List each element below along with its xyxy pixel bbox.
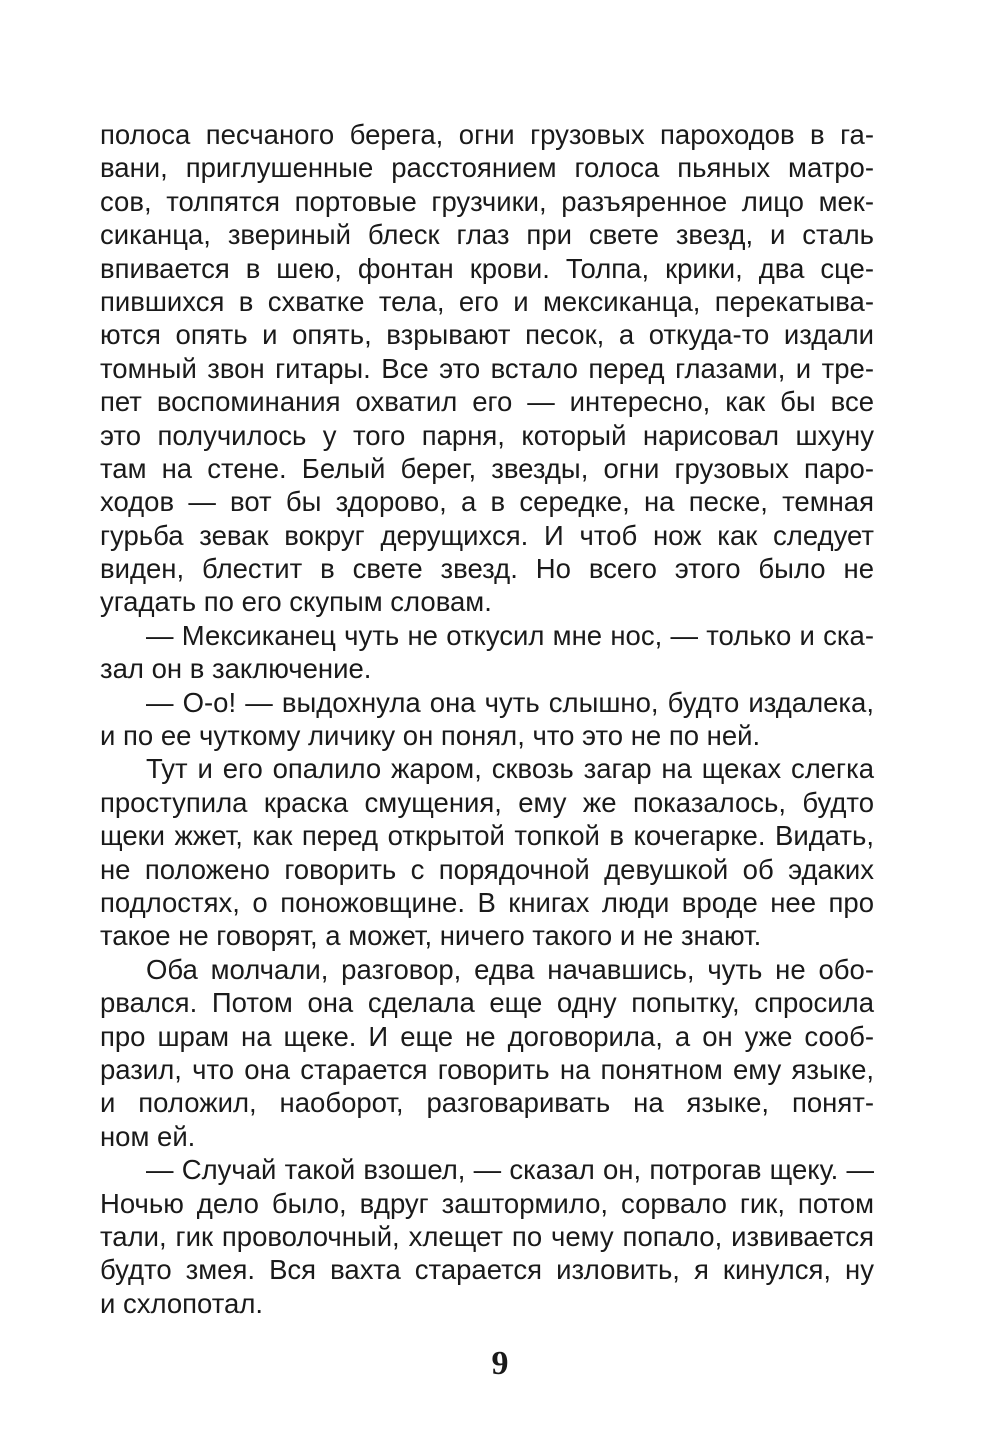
text-line: зал он в заключение. — [100, 653, 372, 685]
text-line: щеки жжет, как перед открытой топкой в кочегарке. Видать, — [100, 820, 874, 852]
text-line: это получилось у того парня, который нарисовал шхуну — [100, 419, 874, 451]
paragraph — [100, 118, 874, 619]
text-line: про шрам на щеке. И еще не договорила, а он уже сооб- — [100, 1020, 874, 1052]
text-line: впивается в шею, фонтан крови. Толпа, крики, два сце- — [100, 252, 874, 284]
text-line: угадать по его скупым словам. — [100, 586, 492, 618]
text-line: полоса песчаного берега, огни грузовых пароходов в га- — [100, 119, 874, 150]
text-line: будто змея. Вся вахта старается изловить, я кинулся, ну — [100, 1254, 874, 1286]
text-line: — Мексиканец чуть не откусил мне нос, — только и ска- — [146, 619, 874, 651]
text-line: и по ее чуткому личику он понял, что это не по ней. — [100, 720, 761, 752]
text-line: подлостях, о поножовщине. В книгах люди вроде нее про — [100, 886, 874, 918]
text-line: Тут и его опалило жаром, сквозь загар на щеках слегка — [146, 753, 874, 785]
paragraph — [100, 953, 874, 1153]
text-line: виден, блестит в свете звезд. Но всего этого было не — [100, 553, 874, 585]
text-line: сиканца, звериный блеск глаз при свете звезд, и сталь — [100, 219, 874, 251]
text-line: сов, толпятся портовые грузчики, разъяренное лицо мек- — [100, 185, 874, 217]
text-line: Оба молчали, разговор, едва начавшись, чуть не обо- — [146, 953, 874, 985]
paragraph — [100, 686, 874, 753]
text-line: такое не говорят, а может, ничего такого и не знают. — [100, 920, 762, 952]
paragraph — [100, 619, 874, 686]
text-line: ном ей. — [100, 1120, 196, 1152]
text-line: не положено говорить с порядочной девушкой об эдаких — [100, 853, 874, 885]
text-line: вани, приглушенные расстоянием голоса пьяных матро- — [100, 152, 874, 184]
text-line: ходов — вот бы здорово, а в середке, на песке, темная — [100, 486, 874, 518]
text-line: гурьба зевак вокруг дерущихся. И чтоб нож как следует — [100, 519, 874, 551]
paragraph — [100, 1153, 874, 1320]
text-line: и положил, наоборот, разговаривать на языке, понят- — [100, 1087, 874, 1119]
text-line: проступила краска смущения, ему же показалось, будто — [100, 786, 874, 818]
text-line: ются опять и опять, взрывают песок, а откуда-то издали — [100, 319, 874, 351]
text-line: Ночью дело было, вдруг заштормило, сорвало гик, потом — [100, 1187, 874, 1219]
page-number: 9 — [491, 1345, 509, 1382]
text-line: пет воспоминания охватил его — интересно, как бы все — [100, 386, 874, 418]
text-line: рвался. Потом она сделала еще одну попытку, спросила — [100, 987, 874, 1019]
text-line: томный звон гитары. Все это встало перед глазами, и тре- — [100, 352, 874, 384]
paragraph — [100, 752, 874, 952]
text-line: пившихся в схватке тела, его и мексиканца, перекатыва- — [100, 285, 874, 317]
text-line: там на стене. Белый берег, звезды, огни грузовых паро- — [100, 452, 874, 484]
text-line: и схлопотал. — [100, 1287, 263, 1319]
body-text — [100, 118, 874, 1320]
text-line: — Случай такой взошел, — сказал он, потрогав щеку. — — [146, 1154, 874, 1186]
text-line: тали, гик проволочный, хлещет по чему попало, извивается — [100, 1220, 874, 1252]
text-line: разил, что она старается говорить на понятном ему языке, — [100, 1053, 874, 1085]
text-line: — О-о! — выдохнула она чуть слышно, будто издалека, — [146, 686, 874, 718]
